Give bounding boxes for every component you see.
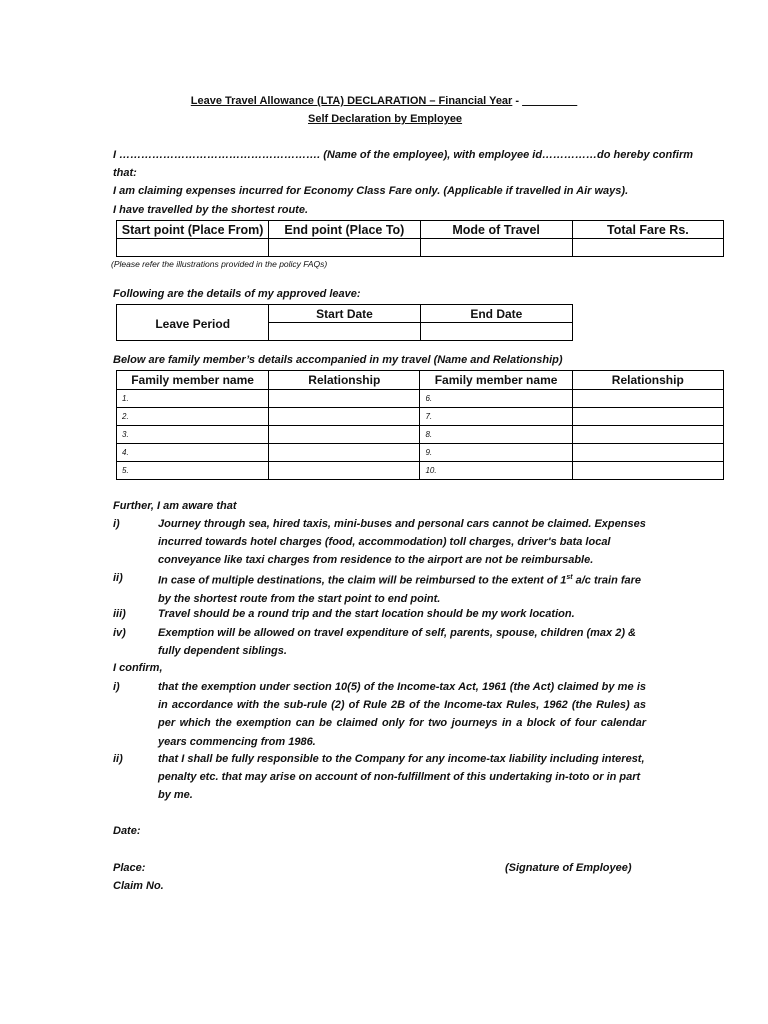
aware-item-text: Journey through sea, hired taxis, mini-buses and personal cars cannot be claimed. Expenses incurred towards hotel charges (food, accommodation) toll charges, driver's bata local conveyance like taxi charges from residence to the airport are not be reimbursable.	[158, 518, 646, 567]
table-row	[117, 408, 724, 426]
table-row	[117, 462, 724, 480]
aware-item-text: Exemption will be allowed on travel expenditure of self, parents, spouse, children (max 2) & fully dependent siblings.	[158, 627, 637, 658]
intro-line-1: I ………………………………………………. (Name of the employee), with employee id……………do hereby confirm	[113, 149, 694, 161]
page-subtitle: Self Declaration by Employee	[308, 113, 463, 125]
intro-line-2: that:	[113, 167, 137, 179]
aware-item-text-part: In case of multiple destinations, the claim will be reimbursed to the extent of 1	[158, 574, 567, 587]
aware-item-label: i)	[113, 518, 120, 530]
date-label: Date:	[113, 825, 141, 837]
aware-item-text-part: a/c train fare by the shortest route from the start point to end point.	[158, 574, 642, 605]
family-header-relationship-1: Relationship	[269, 371, 420, 390]
family-table	[116, 370, 724, 480]
aware-heading: Further, I am aware that	[113, 500, 237, 512]
travel-cell-fare[interactable]	[572, 239, 723, 257]
family-cell[interactable]	[269, 390, 420, 408]
family-number: 3.	[117, 426, 269, 444]
travel-table	[116, 220, 724, 257]
family-number: 1.	[117, 390, 269, 408]
confirm-item-label: ii)	[113, 753, 123, 765]
family-cell[interactable]	[269, 462, 420, 480]
leave-period-label: Leave Period	[117, 305, 269, 341]
aware-item-text	[158, 569, 646, 608]
family-cell[interactable]	[572, 444, 723, 462]
financial-year-blank: _________	[522, 95, 578, 107]
family-number: 4.	[117, 444, 269, 462]
signature-label: (Signature of Employee)	[505, 862, 632, 874]
confirm-item-text: that I shall be fully responsible to the Company for any income-tax liability including interest, penalty etc. that may arise on account of non-fulfillment of this undertaking in-toto or in part by me.	[158, 753, 645, 802]
family-cell[interactable]	[572, 426, 723, 444]
family-cell[interactable]	[269, 444, 420, 462]
aware-item-label: iv)	[113, 627, 126, 639]
travel-cell-mode[interactable]	[420, 239, 572, 257]
aware-item-superscript: st	[566, 574, 573, 581]
leave-table	[116, 304, 573, 341]
confirm-item-label: i)	[113, 681, 120, 693]
title-dash: -	[512, 95, 523, 107]
leave-intro: Following are the details of my approved leave:	[113, 288, 361, 300]
family-header-relationship-2: Relationship	[572, 371, 723, 390]
claim-number-label: Claim No.	[113, 880, 164, 892]
family-number: 8.	[420, 426, 572, 444]
confirm-item-text: that the exemption under section 10(5) of the Income-tax Act, 1961 (the Act) claimed by me is in accordance with the sub-rule (2) of Rule 2B of the Income-tax Rules, 1962 (the Rules) as per which the exemption can be claimed only for two journeys in a block of four calendar years commencing from 1986.	[158, 681, 646, 748]
family-header-name-1: Family member name	[117, 371, 269, 390]
travel-header-fare: Total Fare Rs.	[572, 221, 723, 239]
intro-line-4: I have travelled by the shortest route.	[113, 204, 309, 216]
policy-note: (Please refer the illustrations provided in the policy FAQs)	[111, 259, 328, 269]
family-cell[interactable]	[269, 426, 420, 444]
family-number: 7.	[420, 408, 572, 426]
family-cell[interactable]	[572, 390, 723, 408]
family-number: 6.	[420, 390, 572, 408]
leave-start-header: Start Date	[269, 305, 420, 323]
table-row	[117, 390, 724, 408]
travel-header-mode: Mode of Travel	[420, 221, 572, 239]
family-cell[interactable]	[572, 462, 723, 480]
family-intro: Below are family member’s details accompanied in my travel (Name and Relationship)	[113, 354, 563, 366]
aware-item-label: iii)	[113, 608, 126, 620]
leave-end-header: End Date	[420, 305, 572, 323]
intro-line-3: I am claiming expenses incurred for Economy Class Fare only. (Applicable if travelled in Air ways).	[113, 185, 629, 197]
leave-start-cell[interactable]	[269, 323, 420, 341]
place-label: Place:	[113, 862, 146, 874]
family-cell[interactable]	[572, 408, 723, 426]
leave-end-cell[interactable]	[420, 323, 572, 341]
table-row	[117, 426, 724, 444]
family-number: 9.	[420, 444, 572, 462]
confirm-heading: I confirm,	[113, 662, 163, 674]
travel-cell-start[interactable]	[117, 239, 269, 257]
family-number: 2.	[117, 408, 269, 426]
table-row	[117, 444, 724, 462]
family-number: 10.	[420, 462, 572, 480]
family-number: 5.	[117, 462, 269, 480]
aware-item-text: Travel should be a round trip and the start location should be my work location.	[158, 608, 575, 620]
page-title	[0, 95, 768, 107]
travel-cell-end[interactable]	[269, 239, 420, 257]
family-header-name-2: Family member name	[420, 371, 572, 390]
family-cell[interactable]	[269, 408, 420, 426]
travel-header-start: Start point (Place From)	[117, 221, 269, 239]
aware-item-label: ii)	[113, 572, 123, 584]
title-text: Leave Travel Allowance (LTA) DECLARATION – Financial Year	[190, 95, 513, 107]
travel-header-end: End point (Place To)	[269, 221, 420, 239]
